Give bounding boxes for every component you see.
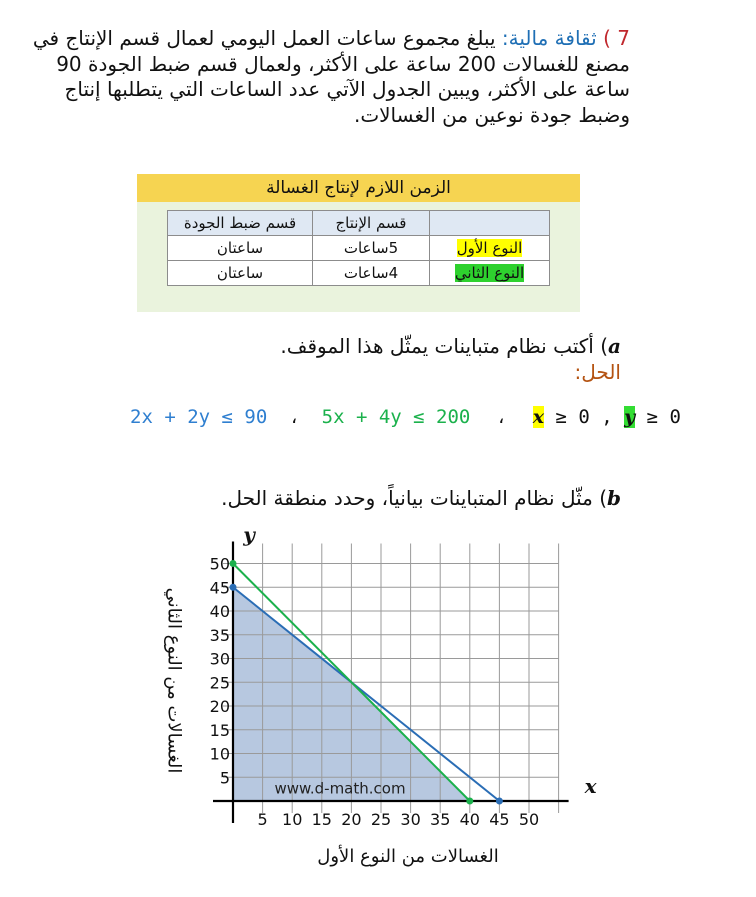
part-a-label: a	[608, 334, 621, 358]
table-cell: 5ساعات	[313, 236, 430, 261]
table-header-cell: قسم ضبط الجودة	[168, 211, 313, 236]
intercept-point	[230, 584, 237, 591]
table-cell: ساعتان	[168, 261, 313, 286]
problem-number: 7 )	[603, 26, 630, 50]
y-tick-label: 15	[209, 720, 230, 740]
intercept-point	[466, 798, 473, 805]
separator: ،	[495, 406, 508, 428]
y-tick-label: 45	[209, 578, 230, 598]
inequality-quality: 2x + 2y ≤ 90	[130, 406, 268, 428]
y-tick-label: 40	[209, 602, 230, 621]
x-tick-label: 35	[430, 810, 451, 829]
x-axis-letter: x	[584, 774, 597, 798]
part-a-question: a) أكتب نظام متباينات يمثّل هذا الموقف.	[280, 334, 621, 358]
y-axis-letter: y	[243, 522, 255, 547]
part-b-text: مثّل نظام المتباينات بيانياً، وحدد منطقة الحل.	[221, 486, 593, 510]
y-tick-label: 5	[219, 768, 230, 788]
x-tick-label: 20	[341, 810, 362, 829]
table-title: الزمن اللازم لإنتاج الغسالة	[137, 174, 580, 202]
x-axis-title: الغسالات من النوع الأول	[317, 846, 499, 867]
x-tick-label: 45	[489, 810, 510, 829]
watermark: www.d-math.com	[274, 779, 406, 798]
table-cell: 4ساعات	[313, 261, 430, 286]
separator: ،	[288, 406, 301, 428]
part-b-question: b) مثّل نظام المتباينات بيانياً، وحدد منطقة الحل.	[221, 486, 621, 510]
y-tick-label: 50	[209, 554, 230, 574]
intercept-point	[496, 798, 503, 805]
table-header-cell: قسم الإنتاج	[313, 211, 430, 236]
x-tick-label: 10	[282, 810, 303, 829]
y-axis-title: الغسالات من النوع الثاني	[163, 587, 185, 774]
part-b-label: b	[607, 486, 621, 510]
x-tick-label: 30	[400, 810, 421, 829]
y-tick-label: 25	[209, 673, 230, 693]
y-tick-label: 20	[209, 697, 230, 716]
inequality-production: 5x + 4y ≤ 200	[321, 406, 471, 428]
table-cell: ساعتان	[168, 236, 313, 261]
intercept-point	[230, 560, 237, 567]
inequality-y-nonneg: ≥ 0	[635, 406, 681, 428]
problem-topic: ثقافة مالية:	[501, 26, 597, 50]
x-tick-label: 25	[370, 810, 392, 829]
y-tick-label: 10	[209, 744, 230, 764]
problem-text: يبلغ مجموع ساعات العمل اليومي لعمال قسم الإنتاج في مصنع للغسالات 200 ساعة على الأكثر، ولعمال قسم ضبط الجودة 90 ساعة على الأكثر، ويبين الجدول الآتي عدد الساعات التي يتطلبها إنتاج وضبط جودة نوعين من الغسالات.	[32, 26, 630, 127]
y-tick-label: 30	[209, 649, 230, 669]
y-tick-label: 35	[209, 625, 230, 645]
row-label: النوع الأول	[456, 239, 523, 257]
var-x: x	[532, 406, 545, 428]
part-a-text: أكتب نظام متباينات يمثّل هذا الموقف.	[280, 334, 594, 358]
solution-label: الحل:	[574, 360, 621, 384]
inequality-x-nonneg: ≥ 0 ,	[544, 406, 613, 428]
x-tick-label: 5	[257, 810, 268, 829]
row-label: النوع الثاني	[454, 264, 525, 282]
var-y: y	[624, 406, 636, 428]
x-tick-label: 15	[311, 810, 332, 829]
x-tick-label: 40	[459, 810, 480, 829]
x-tick-label: 50	[518, 810, 540, 829]
